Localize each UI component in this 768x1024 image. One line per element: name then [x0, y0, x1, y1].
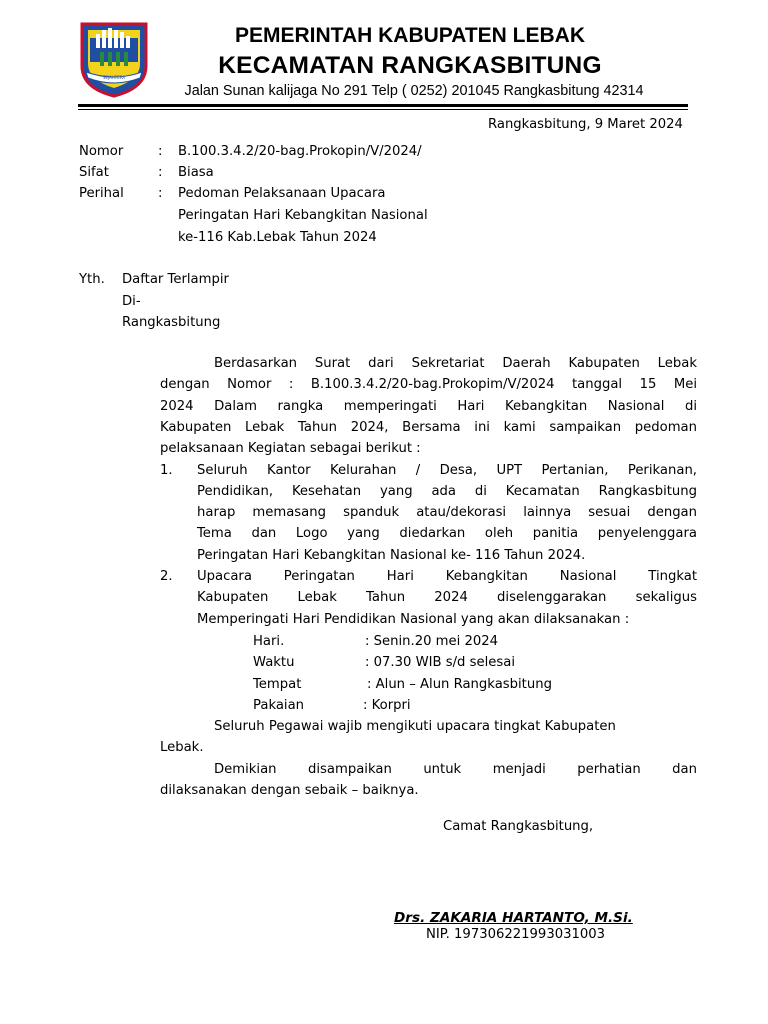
item-line: Kabupaten Lebak Tahun 2024 diselenggarakan sekaligus [197, 590, 697, 605]
letterhead-rule-thin [78, 109, 688, 110]
item-line: Peringatan Hari Kebangkitan Nasional ke- 116 Tahun 2024. [197, 548, 586, 563]
nomor-colon: : [158, 144, 163, 159]
schedule-value: : Alun – Alun Rangkasbitung [367, 677, 552, 692]
nomor-value: B.100.3.4.2/20-bag.Prokopin/V/2024/ [178, 144, 422, 159]
place-date: Rangkasbitung, 9 Maret 2024 [488, 117, 683, 132]
svg-text:SEJAHTERA: SEJAHTERA [102, 75, 126, 80]
sifat-label: Sifat [79, 165, 109, 180]
nomor-label: Nomor [79, 144, 124, 159]
sifat-value: Biasa [178, 165, 214, 180]
schedule-label: Pakaian [253, 698, 305, 713]
schedule-label: Hari. [253, 634, 285, 649]
recipient-name: Daftar Terlampir [122, 272, 229, 287]
schedule-value: : Senin.20 mei 2024 [365, 634, 499, 649]
letterhead-rule-thick [78, 104, 688, 107]
perihal-line: Peringatan Hari Kebangkitan Nasional [178, 208, 428, 223]
obligation-line: Seluruh Pegawai wajib mengikuti upacara tingkat Kabupaten [214, 719, 616, 734]
intro-line: Berdasarkan Surat dari Sekretariat Daerah Kabupaten Lebak [214, 356, 697, 371]
item-line: Memperingati Hari Pendidikan Nasional yang akan dilaksanakan : [197, 612, 630, 627]
item-number: 1. [160, 463, 173, 478]
thanks-line: dilaksanakan dengan sebaik – baiknya. [160, 783, 419, 798]
signer-name: Drs. ZAKARIA HARTANTO, M.Si. [394, 910, 633, 926]
perihal-colon: : [158, 186, 163, 201]
signer-title: Camat Rangkasbitung, [443, 819, 594, 834]
government-name: PEMERINTAH KABUPATEN LEBAK [235, 24, 585, 47]
item-line: Pendidikan, Kesehatan yang ada di Kecamatan Rangkasbitung [197, 484, 697, 499]
sifat-colon: : [158, 165, 163, 180]
intro-line: dengan Nomor : B.100.3.4.2/20-bag.Prokopim/V/2024 tanggal 15 Mei [160, 377, 697, 392]
schedule-label: Tempat [253, 677, 302, 692]
perihal-line: ke-116 Kab.Lebak Tahun 2024 [178, 230, 377, 245]
perihal-label: Perihal [79, 186, 124, 201]
intro-line: 2024 Dalam rangka memperingati Hari Kebangkitan Nasional di [160, 399, 697, 414]
perihal-line: Pedoman Pelaksanaan Upacara [178, 186, 386, 201]
item-line: Seluruh Kantor Kelurahan / Desa, UPT Pertanian, Perikanan, [197, 463, 697, 478]
recipient-place: Rangkasbitung [122, 315, 221, 330]
item-line: Upacara Peringatan Hari Kebangkitan Nasional Tingkat [197, 569, 697, 584]
recipient-di: Di- [122, 294, 141, 309]
yth-label: Yth. [79, 272, 105, 287]
thanks-line: Demikian disampaikan untuk menjadi perhatian dan [214, 762, 697, 777]
schedule-value: : Korpri [363, 698, 411, 713]
intro-line: pelaksanaan Kegiatan sebagai berikut : [160, 441, 421, 456]
item-line: Tema dan Logo yang diedarkan oleh panitia penyelenggara [197, 526, 697, 541]
lebak-regency-logo [78, 18, 150, 98]
item-number: 2. [160, 569, 173, 584]
district-office-name: KECAMATAN RANGKASBITUNG [218, 52, 602, 79]
signer-nip: NIP. 197306221993031003 [426, 927, 606, 942]
obligation-line: Lebak. [160, 740, 204, 755]
office-address: Jalan Sunan kalijaga No 291 Telp ( 0252) 201045 Rangkasbitung 42314 [184, 83, 644, 99]
intro-line: Kabupaten Lebak Tahun 2024, Bersama ini kami sampaikan pedoman [160, 420, 697, 435]
item-line: harap memasang spanduk atau/dekorasi lainnya sesuai dengan [197, 505, 697, 520]
schedule-label: Waktu [253, 655, 295, 670]
schedule-value: : 07.30 WIB s/d selesai [365, 655, 516, 670]
